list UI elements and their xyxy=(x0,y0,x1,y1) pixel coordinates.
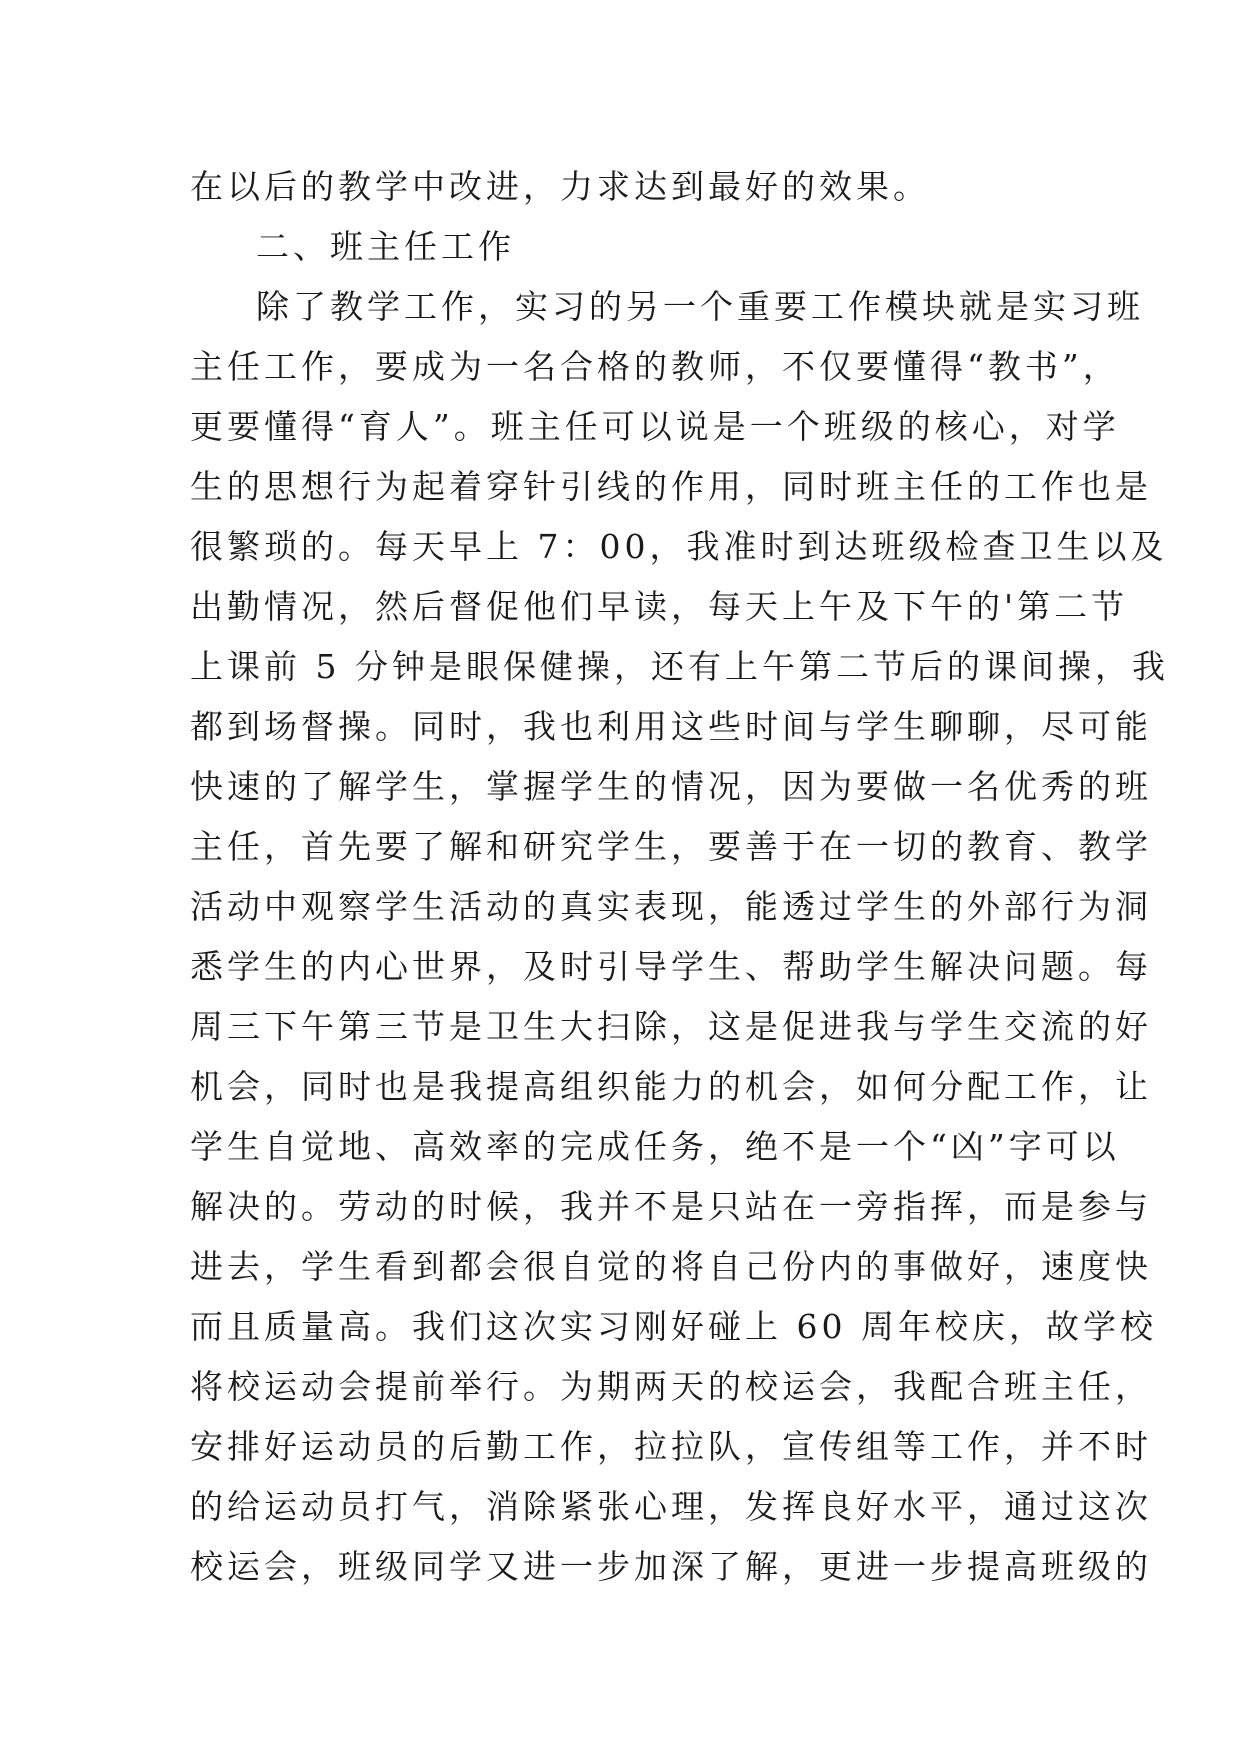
body-text xyxy=(190,157,1169,1597)
text-line-11: 快速的了解学生，掌握学生的情况，因为要做一名优秀的班 xyxy=(190,767,1152,806)
text-line-19: 进去，学生看到都会很自觉的将自己份内的事做好，速度快 xyxy=(190,1247,1152,1286)
text-line-1: 在以后的教学中改进，力求达到最好的效果。 xyxy=(190,167,930,206)
text-line-18: 解决的。劳动的时候，我并不是只站在一旁指挥，而是参与 xyxy=(190,1187,1152,1226)
text-line-15: 周三下午第三节是卫生大扫除，这是促进我与学生交流的好 xyxy=(190,1007,1152,1046)
text-line-9: 上课前 5 分钟是眼保健操，还有上午第二节后的课间操，我 xyxy=(190,647,1169,686)
text-line-14: 悉学生的内心世界，及时引导学生、帮助学生解决问题。每 xyxy=(190,947,1152,986)
text-line-4: 主任工作，要成为一名合格的教师，不仅要懂得“教书”， xyxy=(190,347,1120,386)
text-line-13: 活动中观察学生活动的真实表现，能透过学生的外部行为洞 xyxy=(190,887,1152,926)
text-line-16: 机会，同时也是我提高组织能力的机会，如何分配工作，让 xyxy=(190,1067,1152,1106)
text-line-5: 更要懂得“育人”。班主任可以说是一个班级的核心，对学 xyxy=(190,407,1120,446)
text-line-8: 出勤情况，然后督促他们早读，每天上午及下午的'第二节 xyxy=(190,587,1129,626)
text-line-17: 学生自觉地、高效率的完成任务，绝不是一个“凶”字可以 xyxy=(190,1127,1120,1166)
text-line-23: 的给运动员打气，消除紧张心理，发挥良好水平，通过这次 xyxy=(190,1487,1152,1526)
text-line-22: 安排好运动员的后勤工作，拉拉队，宣传组等工作，并不时 xyxy=(190,1427,1152,1466)
text-line-10: 都到场督操。同时，我也利用这些时间与学生聊聊，尽可能 xyxy=(190,707,1152,746)
text-line-3: 除了教学工作，实习的另一个重要工作模块就是实习班 xyxy=(256,287,1144,326)
text-line-12: 主任，首先要了解和研究学生，要善于在一切的教育、教学 xyxy=(190,827,1152,866)
section-heading: 二、班主任工作 xyxy=(256,227,515,266)
text-line-20: 而且质量高。我们这次实习刚好碰上 60 周年校庆，故学校 xyxy=(190,1307,1157,1346)
text-line-7: 很繁琐的。每天早上 7：00，我准时到达班级检查卫生以及 xyxy=(190,527,1168,566)
text-line-21: 将校运动会提前举行。为期两天的校运会，我配合班主任， xyxy=(190,1367,1152,1406)
text-line-6: 生的思想行为起着穿针引线的作用，同时班主任的工作也是 xyxy=(190,467,1152,506)
text-line-24: 校运会，班级同学又进一步加深了解，更进一步提高班级的 xyxy=(190,1547,1152,1586)
